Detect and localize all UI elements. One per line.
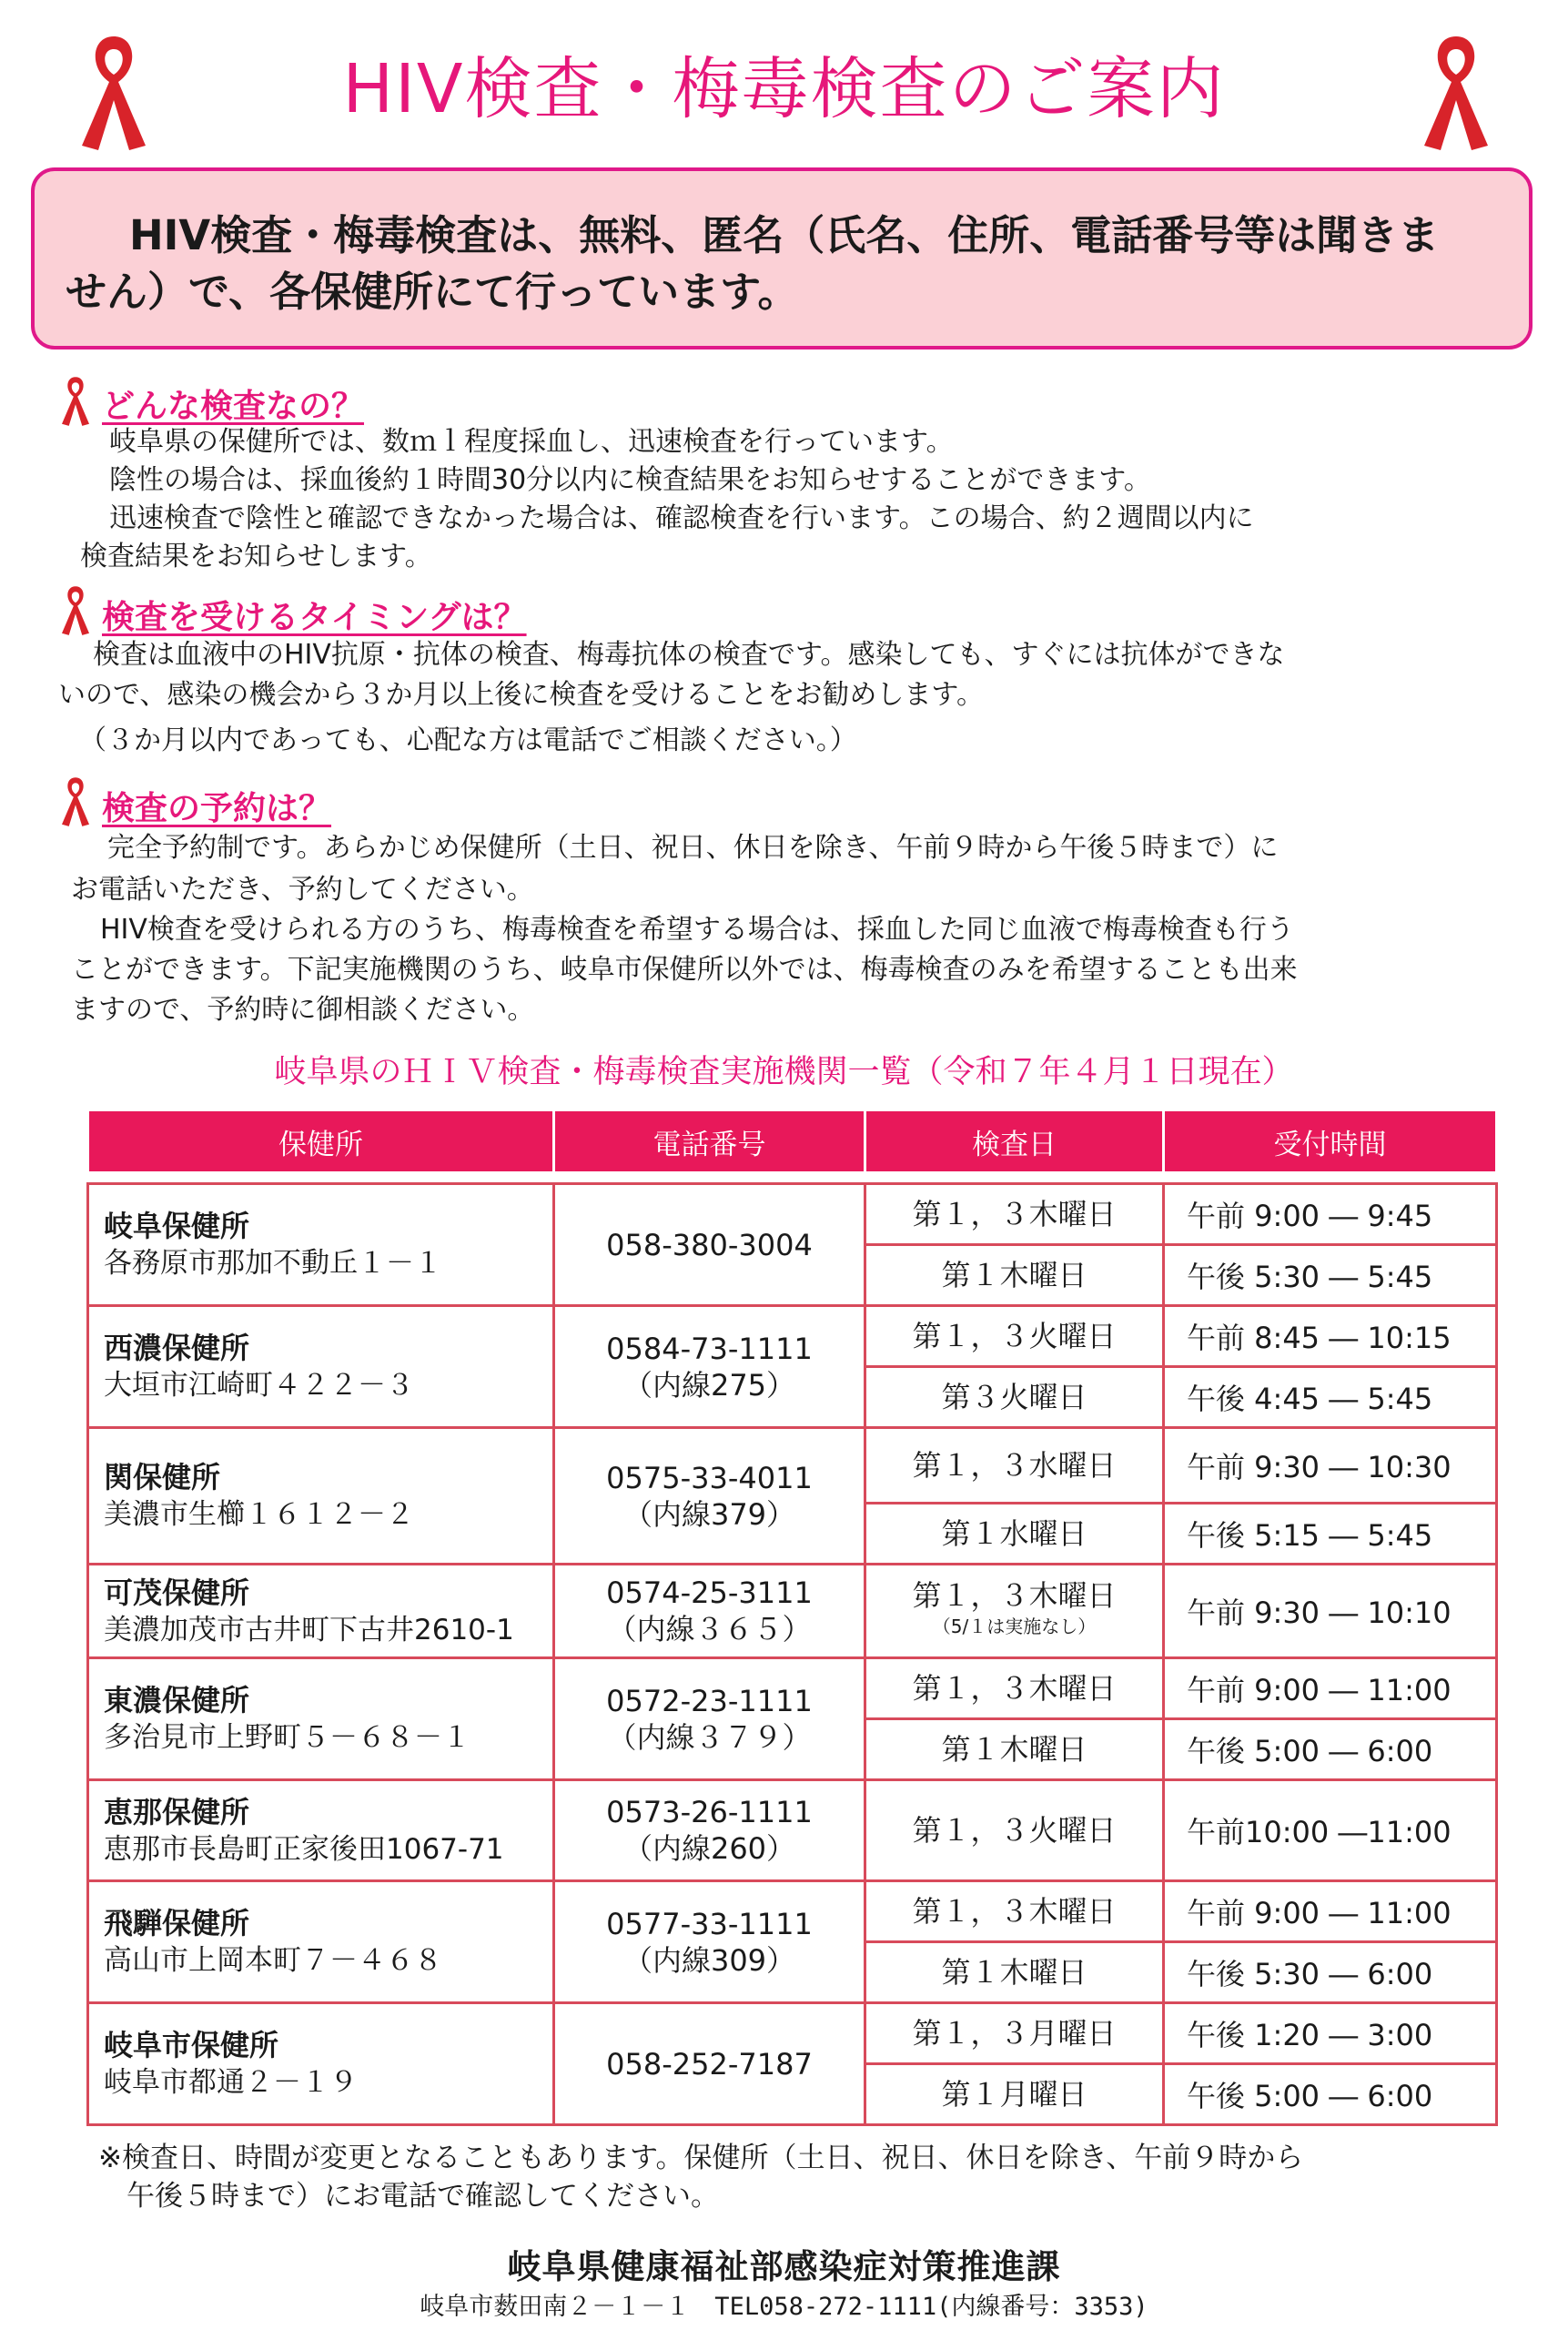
phone-cell (554, 1881, 865, 2003)
header-reception-time: 受付時間 (1164, 1110, 1497, 1172)
facility-cell (88, 1428, 554, 1565)
test-day: 第１，３木曜日 (865, 1881, 1164, 1942)
notice-line-2: 午後５時まで）にお電話で確認してください。 (98, 2180, 719, 2213)
phone-extension: （内線275） (622, 1367, 796, 1403)
test-day: 第１月曜日 (865, 2064, 1164, 2125)
footer-address: 岐阜市薮田南２－１－１ TEL058-272-1111(内線番号：3353) (420, 2293, 1148, 2321)
test-day: 第１木曜日 (865, 1719, 1164, 1780)
phone-number: 0577-33-1111 (606, 1906, 813, 1941)
test-day: 第１，３木曜日 (912, 1578, 1117, 1613)
facility-name: 飛騨保健所 (104, 1906, 250, 1940)
facility-address: 恵那市長島町正家後田1067-71 (104, 1832, 504, 1866)
test-day: 第１，３水曜日 (865, 1428, 1164, 1504)
table-row (88, 2003, 1497, 2064)
facility-name: 岐阜市保健所 (104, 2028, 279, 2062)
table-row (88, 1658, 1497, 1719)
reception-time: 午前 9:00 ― 9:45 (1164, 1184, 1497, 1245)
table-row (88, 1306, 1497, 1367)
facility-name: 可茂保健所 (104, 1575, 250, 1610)
facility-cell (88, 1184, 554, 1306)
header-phone: 電話番号 (554, 1110, 865, 1172)
phone-extension: （内線３７９） (607, 1719, 812, 1755)
facility-address: 美濃加茂市古井町下古井2610-1 (104, 1613, 514, 1646)
section-text-line: 完全予約制です。あらかじめ保健所（土日、祝日、休日を除き、午前９時から午後５時まで）に (80, 832, 1279, 864)
facility-address: 各務原市那加不動丘１－１ (104, 1247, 442, 1280)
table-title: 岐阜県のＨＩＶ検査・梅毒検査実施機関一覧（令和７年４月１日現在） (274, 1054, 1294, 1090)
section-text-line: 岐阜県の保健所では、数ｍｌ程度採血し、迅速検査を行っています。 (82, 426, 954, 458)
phone-number: 0573-26-1111 (606, 1795, 813, 1829)
section-text-line: お電話いただき、予約してください。 (71, 874, 534, 906)
header-test-day: 検査日 (865, 1110, 1164, 1172)
facility-table (86, 1109, 1498, 2126)
table-row (88, 1428, 1497, 1504)
reception-time: 午後 4:45 ― 5:45 (1164, 1367, 1497, 1428)
reception-time: 午前 9:30 ― 10:10 (1164, 1565, 1497, 1658)
phone-cell (554, 2003, 865, 2125)
section-text-line: 迅速検査で陰性と確認できなかった場合は、確認検査を行います。この場合、約２週間以内に (82, 502, 1254, 534)
phone-cell (554, 1428, 865, 1565)
test-day: 第１，３木曜日 (865, 1658, 1164, 1719)
test-day: 第１木曜日 (865, 1942, 1164, 2003)
table-header-row (88, 1110, 1497, 1172)
facility-address: 多治見市上野町５－６８－１ (104, 1721, 470, 1754)
section-text-line: （３か月以内であっても、心配な方は電話でご相談ください。） (66, 724, 857, 756)
test-day: 第１水曜日 (865, 1504, 1164, 1565)
notice-line-1: ※検査日、時間が変更となることもあります。保健所（土日、祝日、休日を除き、午前９時から (98, 2142, 1304, 2174)
notice-text (98, 2139, 1303, 2215)
phone-cell (554, 1306, 865, 1428)
section-text-line: ますので、予約時に御相談ください。 (71, 994, 535, 1026)
intro-line-2: せん）で、各保健所にて行っています。 (66, 268, 799, 316)
reception-time: 午前 8:45 ― 10:15 (1164, 1306, 1497, 1367)
phone-cell (554, 1658, 865, 1780)
test-day: 第３火曜日 (865, 1367, 1164, 1428)
table-row (88, 1184, 1497, 1245)
red-ribbon-icon-right (1415, 27, 1497, 155)
reception-time: 午前 9:00 ― 11:00 (1164, 1881, 1497, 1942)
facility-name: 恵那保健所 (104, 1794, 250, 1829)
ribbon-bullet-icon (56, 774, 95, 828)
test-day-cell (865, 1565, 1164, 1658)
reception-time: 午後 5:00 ― 6:00 (1164, 2064, 1497, 2125)
phone-cell (554, 1780, 865, 1881)
test-day: 第１，３月曜日 (865, 2003, 1164, 2064)
test-day: 第１，３木曜日 (865, 1184, 1164, 1245)
reception-time: 午後 5:30 ― 6:00 (1164, 1942, 1497, 2003)
facility-address: 美濃市生櫛１６１２－２ (104, 1498, 414, 1531)
facility-cell (88, 2003, 554, 2125)
red-ribbon-icon-left (73, 27, 155, 155)
section-text-line: 陰性の場合は、採血後約１時間30分以内に検査結果をお知らせすることができます。 (82, 464, 1151, 496)
facility-name: 西濃保健所 (104, 1331, 250, 1365)
facility-address: 大垣市江崎町４２２－３ (104, 1369, 414, 1402)
section-text-line: ことができます。下記実施機関のうち、岐阜市保健所以外では、梅毒検査のみを希望することも出来 (71, 954, 1298, 986)
facility-cell (88, 1565, 554, 1658)
phone-extension: （内線379） (622, 1496, 796, 1532)
facility-cell (88, 1306, 554, 1428)
test-day: 第１，３火曜日 (865, 1306, 1164, 1367)
table-row (88, 1881, 1497, 1942)
section-text-line: HIV検査を受けられる方のうち、梅毒検査を希望する場合は、採血した同じ血液で梅毒検査も行う (73, 914, 1294, 946)
section-text-line: 検査は血液中のHIV抗原・抗体の検査、梅毒抗体の検査です。感染しても、すぐには抗体ができな (66, 639, 1285, 671)
reception-time: 午後 1:20 ― 3:00 (1164, 2003, 1497, 2064)
facility-cell (88, 1658, 554, 1780)
phone-number: 0584-73-1111 (606, 1331, 813, 1366)
section-heading-what: どんな検査なの？ (102, 388, 365, 425)
facility-cell (88, 1881, 554, 2003)
section-text-line: 検査結果をお知らせします。 (80, 541, 432, 572)
phone-extension: （内線260） (622, 1831, 796, 1866)
reception-time: 午後 5:30 ― 5:45 (1164, 1245, 1497, 1306)
reception-time: 午前 9:30 ― 10:30 (1164, 1428, 1497, 1504)
table-row (88, 1780, 1497, 1881)
phone-number: 058-380-3004 (606, 1227, 813, 1262)
facility-address: 高山市上岡本町７－４６８ (104, 1944, 442, 1977)
phone-number: 0574-25-3111 (606, 1575, 813, 1610)
facility-cell (88, 1780, 554, 1881)
facility-name: 岐阜保健所 (104, 1209, 250, 1243)
page-title: HIV検査・梅毒検査のご案内 (342, 50, 1226, 128)
reception-time: 午後 5:00 ― 6:00 (1164, 1719, 1497, 1780)
facility-address: 岐阜市都通２－１９ (104, 2066, 358, 2099)
ribbon-bullet-icon (56, 373, 95, 428)
footer-department: 岐阜県健康福祉部感染症対策推進課 (507, 2247, 1061, 2286)
facility-name: 関保健所 (104, 1460, 221, 1494)
test-day: 第１，３火曜日 (865, 1780, 1164, 1881)
phone-extension: （内線309） (622, 1942, 796, 1978)
reception-time: 午後 5:15 ― 5:45 (1164, 1504, 1497, 1565)
section-heading-timing: 検査を受けるタイミングは？ (102, 599, 527, 636)
phone-cell (554, 1184, 865, 1306)
reception-time: 午前 9:00 ― 11:00 (1164, 1658, 1497, 1719)
section-text-line: いので、感染の機会から３か月以上後に検査を受けることをお勧めします。 (58, 679, 984, 711)
phone-number: 058-252-7187 (606, 2046, 813, 2082)
test-day: 第１木曜日 (865, 1245, 1164, 1306)
facility-name: 東濃保健所 (104, 1683, 250, 1717)
phone-number: 0572-23-1111 (606, 1683, 813, 1718)
intro-line-1: HIV検査・梅毒検査は、無料、匿名（氏名、住所、電話番号等は聞きま (129, 211, 1440, 259)
intro-box (31, 167, 1533, 350)
section-heading-reservation: 検査の予約は？ (102, 790, 332, 827)
test-day-note: （5/１は実施なし） (932, 1616, 1097, 1637)
ribbon-bullet-icon (56, 582, 95, 637)
header-facility: 保健所 (88, 1110, 554, 1172)
phone-number: 0575-33-4011 (606, 1460, 813, 1495)
phone-extension: （内線３６５） (607, 1612, 812, 1646)
reception-time: 午前10:00 ―11:00 (1164, 1780, 1497, 1881)
phone-cell (554, 1565, 865, 1658)
table-row (88, 1565, 1497, 1658)
